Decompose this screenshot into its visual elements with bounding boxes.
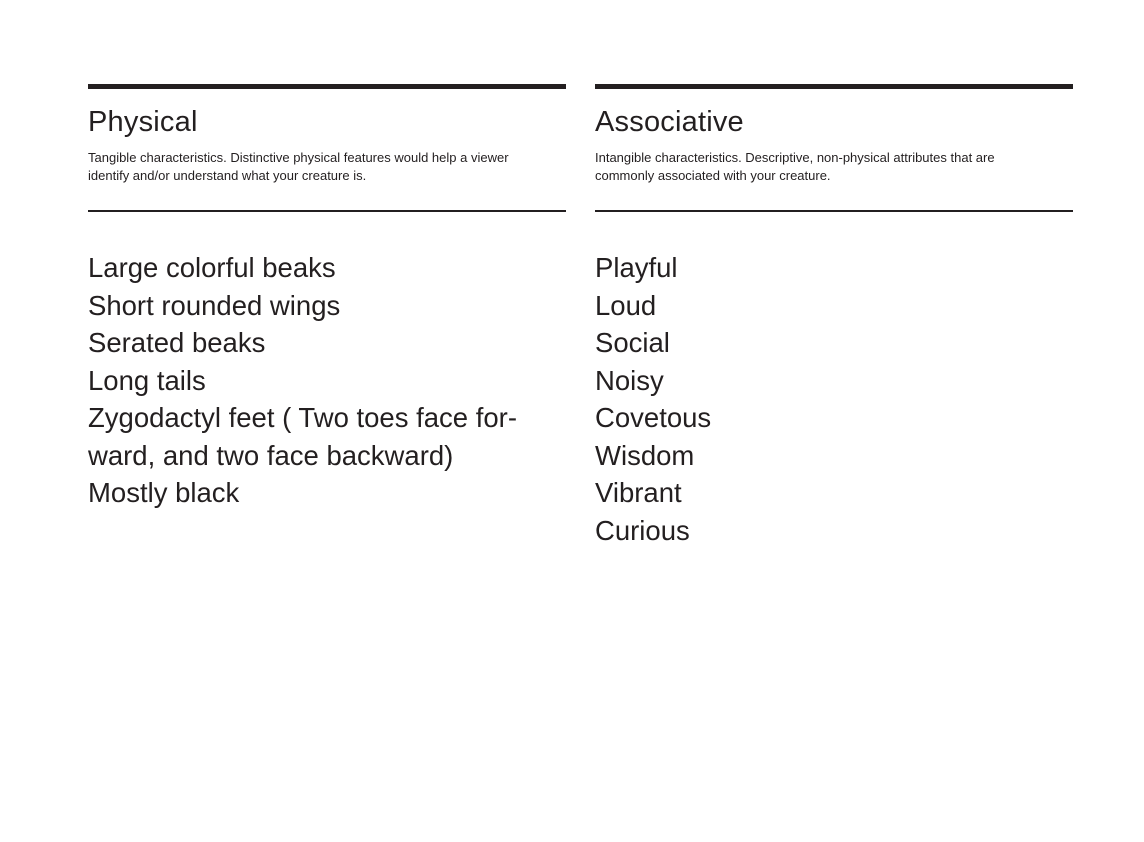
associative-trait-item: Loud (595, 289, 657, 321)
divider-rule (88, 210, 566, 212)
physical-trait-item: Zygodactyl feet ( Two toes face for- (88, 402, 517, 433)
associative-trait-item: Playful (595, 252, 678, 283)
physical-column (88, 84, 566, 508)
top-rule (88, 84, 566, 89)
associative-trait-item: Noisy (595, 364, 664, 396)
top-rule (595, 84, 1073, 89)
physical-trait-item: Large colorful beaks (88, 252, 336, 283)
associative-description (595, 149, 1035, 185)
associative-trait-item: Curious (595, 514, 690, 546)
associative-description-line: Intangible characteristics. Descriptive, non-physical attributes that are (595, 150, 995, 165)
physical-description-line: identify and/or understand what your creature is. (88, 168, 367, 183)
physical-trait-list (88, 249, 538, 512)
associative-trait-item: Social (595, 327, 670, 358)
physical-trait-item: ward, and two face backward) (88, 439, 454, 471)
divider-rule (595, 210, 1073, 212)
associative-column (595, 84, 1073, 546)
physical-trait-item: Serated beaks (88, 327, 266, 358)
physical-trait-item: Short rounded wings (88, 289, 341, 321)
physical-trait-item: Long tails (88, 364, 206, 396)
physical-description (88, 149, 528, 185)
associative-trait-item: Vibrant (595, 477, 682, 508)
physical-trait-item: Mostly black (88, 477, 240, 508)
associative-trait-item: Wisdom (595, 439, 695, 471)
associative-heading: Associative (595, 106, 744, 138)
physical-heading: Physical (88, 106, 198, 138)
associative-trait-list (595, 249, 1045, 549)
associative-description-line: commonly associated with your creature. (595, 168, 831, 183)
physical-description-line: Tangible characteristics. Distinctive physical features would help a viewer (88, 150, 509, 165)
associative-trait-item: Covetous (595, 402, 712, 433)
